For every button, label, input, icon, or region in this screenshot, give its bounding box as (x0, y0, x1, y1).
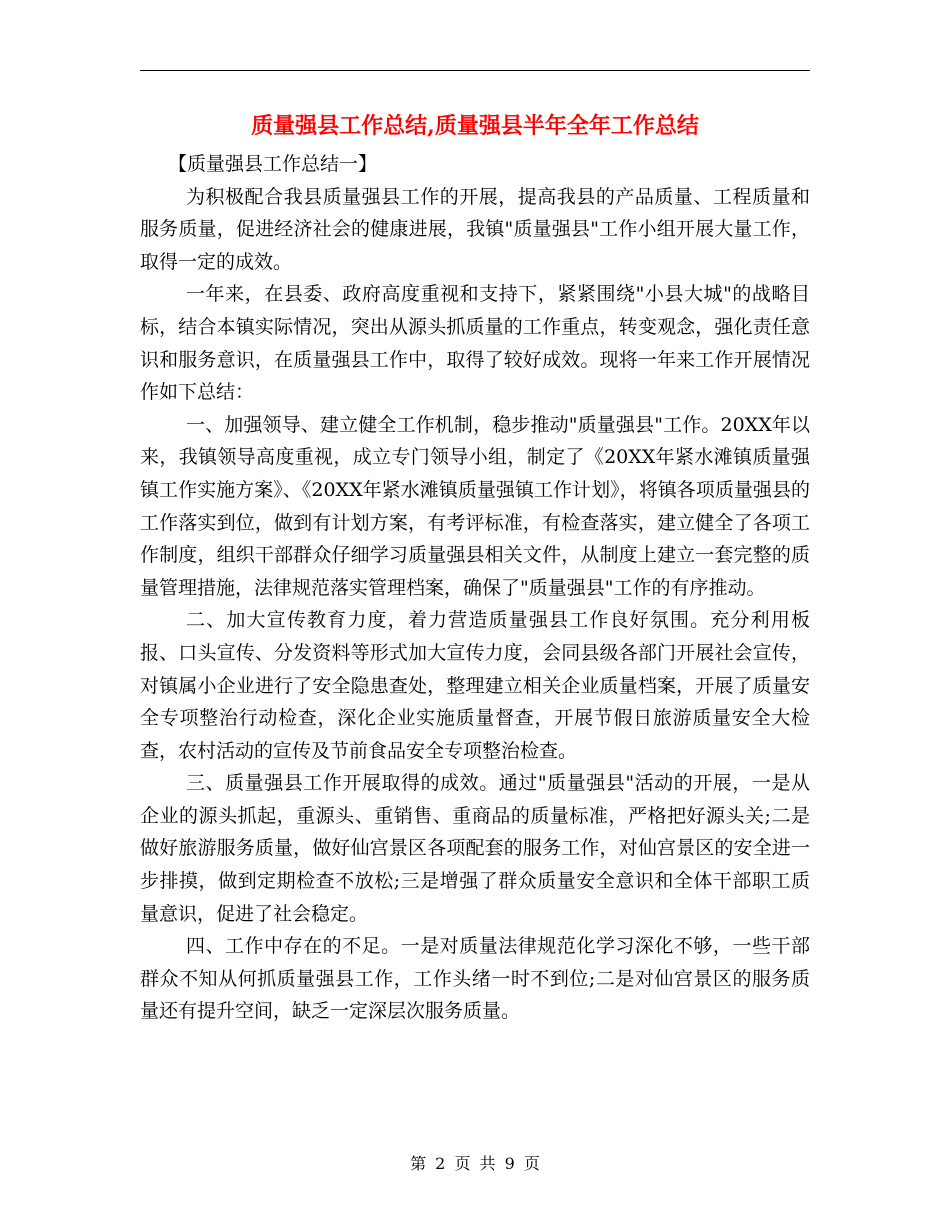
paragraph-section-1: 一、加强领导、建立健全工作机制，稳步推动"质量强县"工作。20XX年以来，我镇领导高度重视，成立专门领导小组，制定了《20XX年紧水滩镇质量强镇工作实施方案》、《20XX年紧水滩镇质量强镇工作计划》，将镇各项质量强县的工作落实到位，做到有计划方案，有考评标准，有检查落实，建立健全了各项工作制度，组织干部群众仔细学习质量强县相关文件，从制度上建立一套完整的质量管理措施，法律规范落实管理档案，确保了"质量强县"工作的有序推动。 (140, 413, 810, 599)
page-number: 第 2 页 共 9 页 (410, 1154, 540, 1173)
document-body (140, 148, 810, 1028)
paragraph-section-4: 四、工作中存在的不足。一是对质量法律规范化学习深化不够，一些干部群众不知从何抓质量强县工作，工作头绪一时不到位;二是对仙宫景区的服务质量还有提升空间，缺乏一定深层次服务质量。 (140, 935, 810, 1023)
paragraph-overview: 一年来，在县委、政府高度重视和支持下，紧紧围绕"小县大城"的战略目标，结合本镇实际情况，突出从源头抓质量的工作重点，转变观念，强化责任意识和服务意识，在质量强县工作中，取得了较好成效。现将一年来工作开展情况作如下总结： (140, 283, 810, 404)
header-rule (140, 70, 810, 71)
paragraph-section-2: 二、加大宣传教育力度，着力营造质量强县工作良好氛围。充分利用板报、口头宣传、分发资料等形式加大宣传力度，会同县级各部门开展社会宣传，对镇属小企业进行了安全隐患查处，整理建立相关企业质量档案，开展了质量安全专项整治行动检查，深化企业实施质量督查，开展节假日旅游质量安全大检查，农村活动的宣传及节前食品安全专项整治检查。 (140, 609, 810, 762)
section-heading: 【质量强县工作总结一】 (168, 153, 378, 175)
document-title: 质量强县工作总结,质量强县半年全年工作总结 (251, 113, 699, 139)
paragraph-intro: 为积极配合我县质量强县工作的开展，提高我县的产品质量、工程质量和服务质量，促进经济社会的健康进展，我镇"质量强县"工作小组开展大量工作，取得一定的成效。 (140, 185, 810, 273)
paragraph-section-3: 三、质量强县工作开展取得的成效。通过"质量强县"活动的开展，一是从企业的源头抓起，重源头、重销售、重商品的质量标准，严格把好源头关;二是做好旅游服务质量，做好仙宫景区各项配套的服务工作，对仙宫景区的安全进一步排摸，做到定期检查不放松;三是增强了群众质量安全意识和全体干部职工质量意识，促进了社会稳定。 (140, 772, 810, 925)
